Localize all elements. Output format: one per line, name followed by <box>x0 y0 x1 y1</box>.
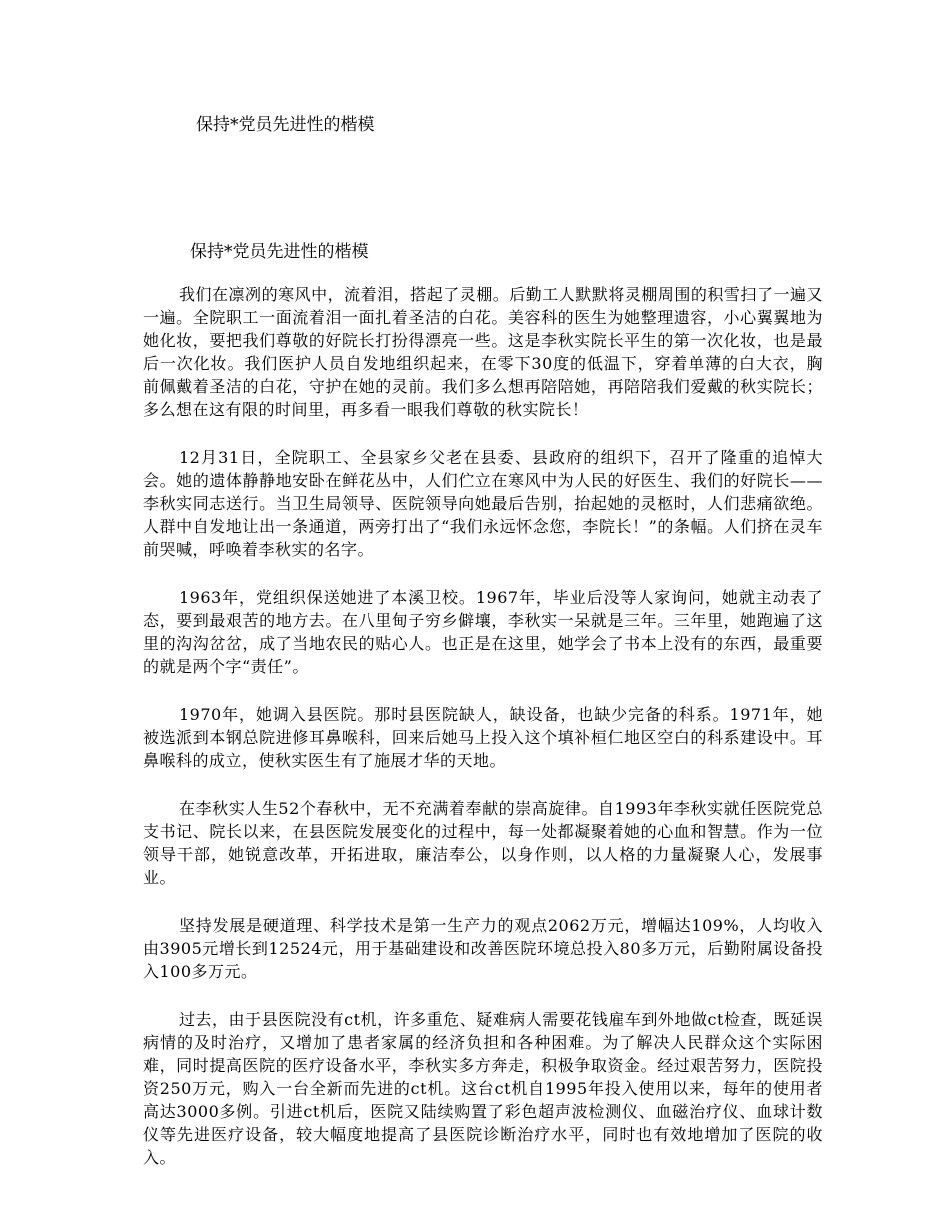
paragraph-2: 12月31日，全院职工、全县家乡父老在县委、县政府的组织下，召开了隆重的追悼大会。她的遗体静静地安卧在鲜花丛中，人们伫立在寒风中为人民的好医生、我们的好院长——李秋实同志送行。当卫生局领导、医院领导向她最后告别，抬起她的灵柩时，人们悲痛欲绝。人群中自发地让出一条通道，两旁打出了“我们永远怀念您，李院长！”的条幅。人们挤在灵车前哭喊，呼唤着李秋实的名字。 <box>143 448 823 559</box>
paragraph-3: 1963年，党组织保送她进了本溪卫校。1967年，毕业后没等人家询问，她就主动表了态，要到最艰苦的地方去。在八里甸子穷乡僻壤，李秋实一呆就是三年。三年里，她跑遍了这里的沟沟岔岔，成了当地农民的贴心人。也正是在这里，她学会了书本上没有的东西，最重要的就是两个字“责任”。 <box>143 588 823 676</box>
paragraph-6: 坚持发展是硬道理、科学技术是第一生产力的观点2062万元，增幅达109%，人均收入由3905元增长到12524元，用于基础建设和改善医院环境总投入80多万元，后勤附属设备投入100多万元。 <box>143 916 823 981</box>
paragraph-5: 在李秋实人生52个春秋中，无不充满着奉献的崇高旋律。自1993年李秋实就任医院党总支书记、院长以来，在县医院发展变化的过程中，每一处都凝聚着她的心血和智慧。作为一位领导干部，她锐意改革，开拓进取，廉洁奉公，以身作则，以人格的力量凝聚人心，发展事业。 <box>143 799 823 887</box>
paragraph-1: 我们在凛冽的寒风中，流着泪，搭起了灵棚。后勤工人默默将灵棚周围的积雪扫了一遍又一遍。全院职工一面流着泪一面扎着圣洁的白花。美容科的医生为她整理遗容，小心翼翼地为她化妆，要把我们尊敬的好院长打扮得漂亮一些。这是李秋实院长平生的第一次化妆，也是最后一次化妆。我们医护人员自发地组织起来，在零下30度的低温下，穿着单薄的白大衣，胸前佩戴着圣洁的白花，守护在她的灵前。我们多么想再陪陪她，再陪陪我们爱戴的秋实院长；多么想在这有限的时间里，再多看一眼我们尊敬的秋实院长！ <box>143 285 823 419</box>
document-subtitle: 保持*党员先进性的楷模 <box>190 242 369 262</box>
document-title: 保持*党员先进性的楷模 <box>196 115 375 135</box>
paragraph-7: 过去，由于县医院没有ct机，许多重危、疑难病人需要花钱雇车到外地做ct检查，既延误病情的及时治疗，又增加了患者家属的经济负担和各种困难。为了解决人民群众这个实际困难，同时提高医院的医疗设备水平，李秋实多方奔走，积极争取资金。经过艰苦努力，医院投资250万元，购入一台全新而先进的ct机。这台ct机自1995年投入使用以来，每年的使用者高达3000多例。引进ct机后，医院又陆续购置了彩色超声波检测仪、血磁治疗仪、血球计数仪等先进医疗设备，较大幅度地提高了县医院诊断治疗水平，同时也有效地增加了医院的收入。 <box>143 1010 823 1167</box>
document-body <box>143 283 823 1194</box>
paragraph-4: 1970年，她调入县医院。那时县医院缺人，缺设备，也缺少完备的科系。1971年，她被选派到本钢总院进修耳鼻喉科，回来后她马上投入这个填补桓仁地区空白的科系建设中。耳鼻喉科的成立，使秋实医生有了施展才华的天地。 <box>143 705 823 770</box>
